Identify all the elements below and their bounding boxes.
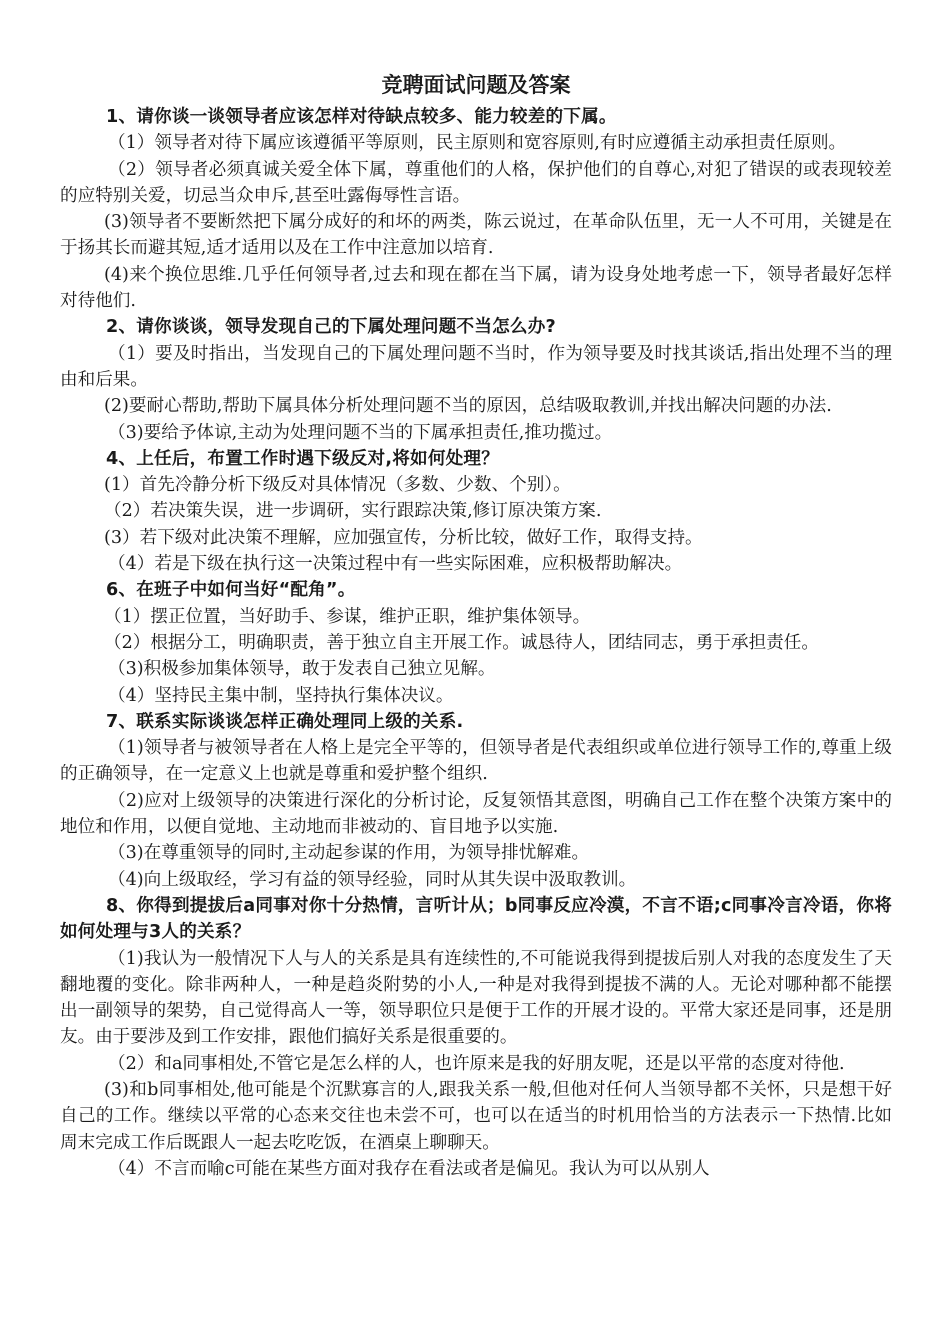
answer-paragraph: (1）首先冷静分析下级反对具体情况（多数、少数、个别）。 bbox=[104, 475, 571, 496]
question-heading: 2、请你谈谈，领导发现自己的下属处理问题不当怎么办? bbox=[106, 317, 556, 338]
qa-section-7 bbox=[60, 709, 892, 893]
answer-paragraph: （2)应对上级领导的决策进行深化的分析讨论，反复领悟其意图，明确自己工作在整个决策方案中的地位和作用，以便自觉地、主动地而非被动的、盲目地予以实施. bbox=[60, 790, 892, 838]
question-heading: 4、上任后，布置工作时遇下级反对,将如何处理？ bbox=[106, 448, 499, 469]
answer-paragraph: (4)来个换位思维.几乎任何领导者,过去和现在都在当下属，请为设身处地考虑一下，领导者最好怎样对待他们. bbox=[60, 264, 892, 312]
answer-paragraph: （4)向上级取经，学习有益的领导经验，同时从其失误中汲取教训。 bbox=[108, 869, 637, 890]
qa-section-4 bbox=[60, 446, 892, 577]
answer-paragraph: （1)我认为一般情况下人与人的关系是具有连续性的,不可能说我得到提拔后别人对我的态度发生了天翻地覆的变化。除非两种人，一种是趋炎附势的小人,一种是对我得到提拔不满的人。无论对哪种都不能摆出一副领导的架势，自己觉得高人一等，领导职位只是便于工作的开展才设的。平常大家还是同事，还是朋友。由于要涉及到工作安排，跟他们搞好关系是很重要的。 bbox=[60, 948, 892, 1048]
document-title: 竞聘面试问题及答案 bbox=[381, 73, 571, 97]
answer-paragraph: (3）若下级对此决策不理解，应加强宣传，分析比较，做好工作，取得支持。 bbox=[104, 527, 703, 548]
answer-paragraph: （4）不言而喻c可能在某些方面对我存在看法或者是偏见。我认为可以从别人 bbox=[108, 1158, 710, 1179]
qa-section-6 bbox=[60, 577, 892, 708]
answer-paragraph: （2）若决策失误，进一步调研，实行跟踪决策,修订原决策方案. bbox=[104, 501, 602, 522]
answer-paragraph: (2)要耐心帮助,帮助下属具体分析处理问题不当的原因，总结吸取教训,并找出解决问题的办法. bbox=[104, 396, 832, 417]
answer-paragraph: （2）领导者必须真诚关爱全体下属，尊重他们的人格，保护他们的自尊心,对犯了错误的或表现较差的应特别关爱，切忌当众申斥,甚至吐露侮辱性言语。 bbox=[60, 159, 892, 206]
qa-section-1 bbox=[60, 104, 892, 314]
answer-paragraph: （1）领导者对待下属应该遵循平等原则，民主原则和宽容原则,有时应遵循主动承担责任原则。 bbox=[108, 133, 847, 154]
answer-paragraph: （1)领导者与被领导者在人格上是完全平等的，但领导者是代表组织或单位进行领导工作的,尊重上级的正确领导，在一定意义上也就是尊重和爱护整个组织. bbox=[60, 738, 892, 785]
answer-paragraph: （1）摆正位置，当好助手、参谋，维护正职，维护集体领导。 bbox=[104, 606, 591, 627]
answer-paragraph: (3)和b同事相处,他可能是个沉默寡言的人,跟我关系一般,但他对任何人当领导都不关怀，只是想干好自己的工作。继续以平常的心态来交往也未尝不可，也可以在适当的时机用恰当的方法表示一下热情.比如周末完成工作后既跟人一起去吃吃饭，在酒桌上聊聊天。 bbox=[60, 1079, 892, 1153]
qa-section-8 bbox=[60, 893, 892, 1182]
answer-paragraph: （3)积极参加集体领导，敢于发表自己独立见解。 bbox=[108, 659, 496, 680]
question-heading: 7、联系实际谈谈怎样正确处理同上级的关系. bbox=[106, 711, 464, 732]
question-heading: 8、你得到提拔后a同事对你十分热情，言听计从；b同事反应冷漠，不言不语;c同事冷言冷语，你将如何处理与3人的关系？ bbox=[60, 895, 892, 943]
answer-paragraph: （1）要及时指出，当发现自己的下属处理问题不当时，作为领导要及时找其谈话,指出处理不当的理由和后果。 bbox=[60, 343, 892, 390]
answer-paragraph: （2）和a同事相处,不管它是怎么样的人，也许原来是我的好朋友呢，还是以平常的态度对待他. bbox=[108, 1053, 845, 1074]
qa-section-2 bbox=[60, 314, 892, 445]
answer-paragraph: （3)要给予体谅,主动为处理问题不当的下属承担责任,推功揽过。 bbox=[108, 422, 613, 443]
answer-paragraph: (3)领导者不要断然把下属分成好的和坏的两类，陈云说过，在革命队伍里，无一人不可用，关键是在于扬其长而避其短,适才适用以及在工作中注意加以培育. bbox=[60, 212, 892, 259]
question-heading: 6、在班子中如何当好“配角”。 bbox=[106, 580, 356, 601]
answer-paragraph: （4）若是下级在执行这一决策过程中有一些实际困难，应积极帮助解决。 bbox=[108, 554, 683, 575]
answer-paragraph: （4）坚持民主集中制，坚持执行集体决议。 bbox=[108, 685, 454, 706]
question-heading: 1、请你谈一谈领导者应该怎样对待缺点较多、能力较差的下属。 bbox=[106, 107, 617, 127]
answer-paragraph: （3)在尊重领导的同时,主动起参谋的作用，为领导排忧解难。 bbox=[108, 843, 590, 864]
answer-paragraph: （2）根据分工，明确职责，善于独立自主开展工作。诚恳待人，团结同志，勇于承担责任。 bbox=[104, 632, 819, 653]
